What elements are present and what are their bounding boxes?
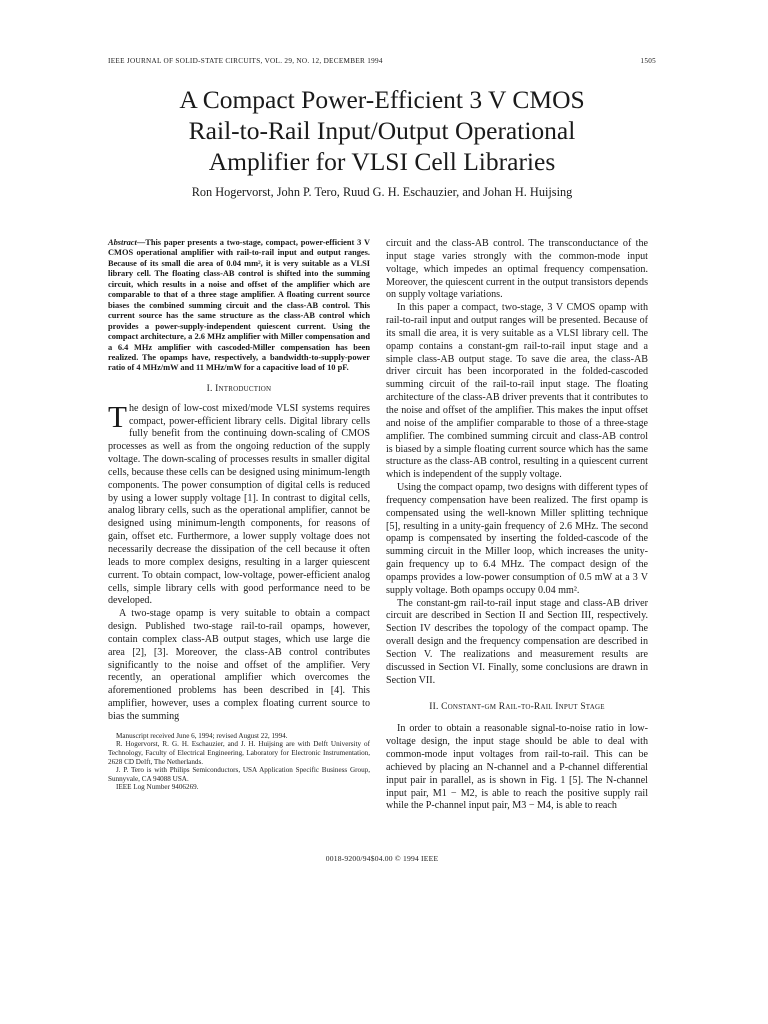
author-list: Ron Hogervorst, John P. Tero, Ruud G. H. Eschauzier, and Johan H. Huijsing xyxy=(191,185,573,199)
intro-paragraph: A two-stage opamp is very suitable to obtain a compact design. Published two-stage rail-to-rail opamps, however, contain complex class-AB output stages, which use large die area [2], [3]. Moreover, the class-AB control contributes significantly to the noise and offset of the amplifier. Very recently, an operational amplifier which overcomes the aforementioned problems has been described in [4]. This amplifier, however, uses a complex floating current source to bias the summing xyxy=(108,608,370,722)
title-line: Amplifier for VLSI Cell Libraries xyxy=(208,147,556,176)
body-paragraph: The constant-gm rail-to-rail input stage and class-AB driver circuit are described in Section II and Section III, respectively. Section IV describes the topology of the compact opamp. The overall design and the frequency compensation are described in Section V. The realizations and measurement results are discussed in Section VI. Finally, some conclusions are drawn in Section VII. xyxy=(386,597,648,686)
intro-paragraph: The design of low-cost mixed/mode VLSI systems requires compact, power-efficient library cells. Digital library cells fully benefit from the continuing down-scaling of CMOS processes as well as from the ongoing reduction of the supply voltage. The down-scaling of processes results in smaller digital cells, because these cells can be designed using minimum-length components. The power consumption of digital cells is reduced by using a lower supply voltage [1]. In contrast to digital cells, analog library cells, such as the operational amplifier, cannot be designed using minimum-length components, for reasons of gain, offset etc. Furthermore, a lower supply voltage does not necessarily decrease the dissipation of the cell because it often leads to more complex designs, resulting in a larger quiescent current. To obtain compact, low-voltage, power-efficient analog cells, simple library cells with good performance need to be developed. xyxy=(108,398,370,607)
footnote: Manuscript received June 6, 1994; revised August 22, 1994. xyxy=(116,731,288,740)
abstract xyxy=(108,238,370,374)
footnote: IEEE Log Number 9406269. xyxy=(116,783,199,792)
copyright-line: 0018-9200/94$04.00 © 1994 IEEE xyxy=(325,854,439,863)
page-number: 1505 xyxy=(640,57,656,65)
right-column xyxy=(386,238,648,813)
left-column xyxy=(108,238,370,792)
body-paragraph: In order to obtain a reasonable signal-to-noise ratio in low-voltage design, the input stage should be able to deal with common-mode input voltages from rail-to-rail. This can be achieved by placing an N-channel and a P-channel differential input pair in parallel, as is shown in Fig. 1 [5]. The N-channel input pair, M1 − M2, is able to reach the positive supply rail while the P-channel input pair, M3 − M4, is able to reach xyxy=(386,723,648,812)
running-header xyxy=(108,57,656,69)
title-line: Rail-to-Rail Input/Output Operational xyxy=(188,116,576,145)
footnote: R. Hogervorst, R. G. H. Eschauzier, and J. H. Huijsing are with Delft University of Technology, Faculty of Electrical Engineering, Laboratory for Electronic Instrumentation, 2628 CD Delft, The Netherlands. xyxy=(108,740,370,766)
title-line: A Compact Power-Efficient 3 V CMOS xyxy=(179,85,585,114)
section-heading: II. Constant-gm Rail-to-Rail Input Stage xyxy=(429,701,605,712)
journal-citation: IEEE JOURNAL OF SOLID-STATE CIRCUITS, VOL. 29, NO. 12, DECEMBER 1994 xyxy=(108,57,383,65)
footnotes xyxy=(108,732,370,792)
abstract-text: This paper presents a two-stage, compact, power-efficient 3 V CMOS operational amplifier with rail-to-rail input and output ranges. Because of its small die area of 0.04 mm², it is very suitable as a VLSI library cell. The floating class-AB control is shifted into the summing circuit, which results in a noise and offset of the amplifier which are comparable to that of a three stage amplifier. A floating current source biases the combined summing circuit and the class-AB control. This current source has the same structure as the class-AB control which provides a power-supply-independent quiescent current. Using the compact architecture, a 2.6 MHz amplifier with Miller compensation and a 6.4 MHz amplifier with cascoded-Miller compensation has been realized. The opamps have, respectively, a bandwidth-to-supply-power ratio of 4 MHz/mW and 11 MHz/mW for a capacitive load of 10 pF. xyxy=(108,238,370,373)
paper-title xyxy=(108,84,656,177)
section-heading: I. Introduction xyxy=(206,383,272,394)
footnote: J. P. Tero is with Philips Semiconductors, USA Application Specific Business Group, Sunnyvale, CA 94088 USA. xyxy=(108,766,370,783)
abstract-lead: Abstract— xyxy=(108,238,146,247)
body-paragraph: Using the compact opamp, two designs with different types of frequency compensation have been realized. The first opamp is compensated using the well-known Miller splitting technique [5], resulting in a unity-gain frequency of 2.6 MHz. The second opamp is compensated by inserting the folded-cascode of the summing circuit in the Miller loop, which increases the unity-gain frequency up to 6.4 MHz. The compact design of the opamps provides a low-power consumption of 0.5 mW at a 3 V supply voltage. Both opamps occupy 0.04 mm². xyxy=(386,482,648,596)
body-paragraph: circuit and the class-AB control. The transconductance of the input stage varies strongly with the common-mode input voltage, which impedes an optimal frequency compensation. Moreover, the quiescent current in the output transistors depends on supply voltage variations. xyxy=(386,238,648,301)
body-paragraph: In this paper a compact, two-stage, 3 V CMOS opamp with rail-to-rail input and output ranges will be presented. Because of its small die area, it is very suitable as a VLSI library cell. The opamp contains a constant-gm rail-to-rail input stage and a simple class-AB output stage. To save die area, the class-AB driver circuit has been incorporated in the folded-cascoded summing circuit of the rail-to-rail input stage. The floating architecture of the class-AB driver prevents that it contributes to the noise and offset of the amplifier. This makes the input offset and noise of the amplifier comparable to those of a three-stage amplifier. The combined summing circuit and class-AB control is biased by a simple floating current source which has the same structure as the class-AB control, resulting in a quiescent current which is independent of the supply voltage. xyxy=(386,302,648,481)
